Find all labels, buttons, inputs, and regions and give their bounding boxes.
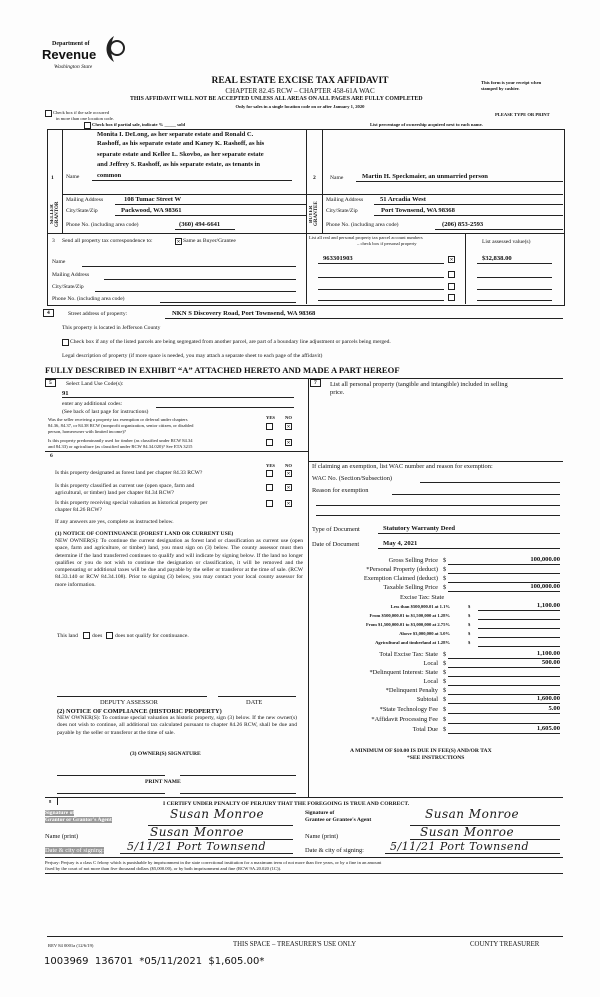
warning-line: THIS AFFIDAVIT WILL NOT BE ACCEPTED UNLESS ALL AREAS ON ALL PAGES ARE FULLY COMPLETED <box>130 96 423 102</box>
multi-location-checkbox[interactable] <box>45 110 52 117</box>
q-exempt-1: Was the seller receiving a property tax exemption or deferral under chapters <box>48 417 188 422</box>
county-line: This property is located in Jefferson County <box>62 325 161 331</box>
partial-sale-checkbox[interactable] <box>84 122 91 129</box>
personal-property-checkbox[interactable] <box>448 283 455 290</box>
notice2-title: (2) NOTICE OF COMPLIANCE (HISTORIC PROPERTY) <box>57 708 222 715</box>
parcel-assessed-value[interactable]: $32,838.00 <box>482 255 512 262</box>
currency-symbol: $ <box>443 557 447 564</box>
tax-row-line <box>448 676 560 677</box>
q-forest: Is this property designated as forest land per chapter 84.33 RCW? <box>55 470 203 476</box>
receipt-note-1: This form is your receipt when <box>481 80 542 85</box>
q-forest-no-checkbox[interactable] <box>285 470 292 477</box>
receipt-stamp: 1003969 136701 *05/11/2021 $1,605.00* <box>44 956 265 967</box>
currency-symbol: $ <box>443 687 447 694</box>
deputy-assessor-signature-line[interactable] <box>57 696 207 697</box>
tax-rate-value[interactable]: 1,100.00 <box>536 602 560 609</box>
corr-phone-field[interactable] <box>160 302 296 303</box>
q-current-no-checkbox[interactable] <box>285 484 292 491</box>
deputy-assessor-label: DEPUTY ASSESSOR <box>100 699 158 706</box>
grantor-name-label: Name (print) <box>45 833 79 840</box>
tax-rate-label: Agricultural and timberland at 1.28% <box>375 640 450 645</box>
certify-section-number: 8 <box>49 799 52 804</box>
exemption-label: If claiming an exemption, list WAC number and reason for exemption: <box>312 463 493 470</box>
tax-row-line <box>448 667 560 668</box>
owner-signature-line[interactable] <box>180 775 296 776</box>
corr-city-label: City/State/Zip <box>52 284 84 290</box>
q-exempt-no-checkbox[interactable] <box>285 423 292 430</box>
seller-name-line-2: Rashoff, as his separate estate and Kaney K. Rashoff, as his <box>97 140 265 147</box>
doc-date-label: Date of Document <box>312 541 360 548</box>
date-label: DATE <box>246 699 263 706</box>
corr-name-field[interactable] <box>82 266 296 267</box>
section7-number: 7 <box>310 379 321 387</box>
currency-symbol: $ <box>443 726 447 733</box>
grantor-date-city[interactable]: 5/11/21 Port Townsend <box>127 840 267 853</box>
assessed-value-header: List assessed value(s) <box>482 239 531 245</box>
tax-row-line <box>448 723 560 724</box>
street-label: Street address of property: <box>68 311 128 317</box>
reason-field[interactable] <box>392 494 560 495</box>
tax-row-value[interactable]: 100,000.00 <box>530 556 560 563</box>
section6-number: 6 <box>50 453 53 459</box>
seller-side-label: SELLER GRANTOR <box>50 201 60 227</box>
receipt-note-2: stamped by cashier. <box>481 86 520 91</box>
grantor-name[interactable]: Susan Monroe <box>150 825 245 839</box>
currency-symbol: $ <box>443 651 447 658</box>
buyer-mailing-label: Mailing Address <box>326 197 364 203</box>
q-timber-yes-checkbox[interactable] <box>266 439 273 446</box>
logo-line-2: Revenue <box>42 47 97 62</box>
buyer-name[interactable]: Martin H. Speckmaier, an unmarried person <box>362 173 488 180</box>
currency-symbol: $ <box>468 613 471 618</box>
tax-row-value[interactable]: 1,100.00 <box>536 650 560 657</box>
q-timber-no-checkbox[interactable] <box>285 439 292 446</box>
notice1-body: NEW OWNER(S): To continue the current designation as forest land or classification as current use (open space, farm and agriculture, or timber) land, you must sign on (3) below. The county assessor must then determine if the land transferred continues to qualify and will indicate by signing below. If the land no longer qualifies or you do not wish to continue the designation or classification, it will be removed and the compensating or additional taxes will be due and payable by the seller or transferor at the time of sale. (RCW 84.33.140 or RCW 84.34.108). Prior to signing (3) below, you may contact your local county assessor for more information. <box>55 538 303 588</box>
seller-name-label: Name <box>66 174 80 180</box>
notice2-body: NEW OWNER(S): To continue special valuation as historic property, sign (3) below. If the new owner(s) does not wish to continue, all additional tax calculated pursuant to chapter 84.26 RCW, shall be due and payable by the seller or transferor at the time of sale. <box>57 715 297 736</box>
tax-row-line <box>448 591 560 592</box>
currency-symbol: $ <box>443 678 447 685</box>
seller-name-line-3: separate estate and Kellee L. Skovbo, as her separate estate <box>97 151 264 158</box>
tax-rate-line <box>478 637 560 638</box>
tax-row-line <box>448 733 560 734</box>
q-forest-yes-checkbox[interactable] <box>266 470 273 477</box>
wac-field[interactable] <box>420 482 560 483</box>
form-title: REAL ESTATE EXCISE TAX AFFIDAVIT <box>211 76 389 86</box>
tax-row-label: *Affidavit Processing Fee <box>371 716 438 723</box>
q-exempt-yes-checkbox[interactable] <box>266 423 273 430</box>
buyer-city-label: City/State/Zip <box>326 208 358 214</box>
tax-row-label: *Delinquent Interest: State <box>369 669 438 676</box>
grantee-signature[interactable]: Susan Monroe <box>425 807 520 821</box>
land-use-label: Select Land Use Code(s): <box>66 381 124 387</box>
buyer-mailing[interactable]: 51 Arcadia West <box>380 196 426 203</box>
same-as-buyer-checkbox[interactable] <box>175 238 182 245</box>
qualify-does-not-checkbox[interactable] <box>106 632 113 639</box>
corr-city-field[interactable] <box>95 291 296 292</box>
tax-row-value[interactable]: 100,000.00 <box>530 583 560 590</box>
correspondence-section-number: 3 <box>52 238 55 244</box>
same-as-buyer-label: Same as Buyer/Grantee <box>183 238 236 244</box>
print-name-line[interactable] <box>180 793 296 794</box>
tax-rate-line <box>478 628 560 629</box>
seller-mailing[interactable]: 108 Tumac Street W <box>124 196 182 203</box>
currency-symbol: $ <box>468 604 471 609</box>
excise-header: Excise Tax: State <box>400 594 445 601</box>
yes-header-6: YES <box>266 463 275 468</box>
buyer-phone-label: Phone No. (including area code) <box>326 222 399 228</box>
additional-codes-label: enter any additional codes: <box>62 401 123 407</box>
currency-symbol: $ <box>443 566 447 573</box>
currency-symbol: $ <box>443 575 447 582</box>
only-for-line: Only for sales in a single location code on or after January 1, 2020 <box>235 104 365 109</box>
parcel-number[interactable]: 963301903 <box>323 255 353 262</box>
personal-property-checkbox[interactable] <box>448 256 455 263</box>
seller-phone[interactable]: (360) 494-6641 <box>179 221 221 228</box>
assessor-date-line[interactable] <box>218 696 296 697</box>
personal-property-checkbox[interactable] <box>448 294 455 301</box>
tax-row-line <box>448 573 560 574</box>
tax-row-label: Total Excise Tax: State <box>379 651 438 658</box>
logo-emblem-icon <box>102 34 126 64</box>
tax-row-line <box>448 703 560 704</box>
tax-row-value[interactable]: 500.00 <box>541 659 560 666</box>
q-current-2: agricultural, or timber) land per chapter 84.34 RCW? <box>55 490 175 496</box>
tax-row-label: Taxable Selling Price <box>383 584 438 591</box>
buyer-section-number: 2 <box>313 175 316 181</box>
land-use-section-number: 5 <box>45 379 56 387</box>
currency-symbol: $ <box>443 716 447 723</box>
logo-line-1: Department of <box>52 41 90 47</box>
tax-rate-line <box>478 619 560 620</box>
parcel-header-1: List all real and personal property tax parcel account numbers <box>309 235 423 240</box>
grantee-date-label: Date & city of signing: <box>305 847 364 854</box>
grantee-sig-label-1: Signature of <box>305 810 335 816</box>
legal-description: FULLY DESCRIBED IN EXHIBIT “A” ATTACHED HERETO AND MADE A PART HEREOF <box>45 365 400 375</box>
tax-row-value[interactable]: 5.00 <box>548 705 560 712</box>
tax-row-label: Local <box>423 678 438 685</box>
currency-symbol: $ <box>443 584 447 591</box>
grantee-name[interactable]: Susan Monroe <box>420 825 515 839</box>
parcel-header-2: – check box if personal property <box>357 241 417 246</box>
segregated-checkbox[interactable] <box>62 339 69 346</box>
tax-row-label: Exemption Claimed (deduct) <box>363 575 438 582</box>
yes-header: YES <box>266 415 275 420</box>
tax-rate-label: From $1,500,000.01 to $3,000,000 at 2.75% <box>366 622 450 627</box>
tax-rate-line <box>478 646 560 647</box>
buyer-side-label: BUYER GRANTEE <box>309 201 319 227</box>
reason-label: Reason for exemption <box>312 487 369 494</box>
currency-symbol: $ <box>443 706 447 713</box>
corr-name-label: Name <box>52 259 66 265</box>
q-historic-2: chapter 84.26 RCW? <box>55 507 103 513</box>
legal-description-label: Legal description of property (if more space is needed, you may attach a separate sheet to each page of the affidavit) <box>62 353 323 359</box>
tax-row-line <box>448 564 560 565</box>
tax-rate-label: Less than $500,000.01 at 1.1% <box>390 604 450 609</box>
q-historic-1: Is this property receiving special valuation as historical property per <box>55 500 208 506</box>
tax-rate-label: Above $3,000,000 at 3.0% <box>399 631 450 636</box>
if-yes-note: If any answers are yes, complete as instructed below. <box>55 519 174 525</box>
buyer-city[interactable]: Port Townsend, WA 98368 <box>381 207 455 214</box>
print-name-label: PRINT NAME <box>145 779 181 785</box>
corr-mailing-label: Mailing Address <box>52 272 90 278</box>
q-timber-2: and 84.33) or agriculture (as classified under RCW 84.34.020)? See ETA 3215 <box>48 444 193 449</box>
tax-row-label: *Delinquent Penalty <box>385 687 438 694</box>
please-type-label: PLEASE TYPE OR PRINT <box>495 112 550 117</box>
tax-row-label: *Personal Property (deduct) <box>366 566 438 573</box>
seller-city[interactable]: Packwood, WA 98361 <box>121 207 182 214</box>
tax-row-line <box>448 713 560 714</box>
treasurer-use-label: THIS SPACE – TREASURER'S USE ONLY <box>233 941 357 948</box>
grantor-date-label: Date & city of signing: <box>45 847 104 854</box>
qualify-does-checkbox[interactable] <box>83 632 90 639</box>
doc-type[interactable]: Statutory Warranty Deed <box>383 525 456 532</box>
section7-label-1: List all personal property (tangible and intangible) included in selling <box>330 381 508 388</box>
seller-phone-label: Phone No. (including area code) <box>66 222 139 228</box>
tax-row-label: *State Technology Fee <box>379 706 438 713</box>
perjury-note-1: Perjury: Perjury is a class C felony which is punishable by imprisonment in the state correctional institution for a maximum term of not more than five years, or by a fine in an amount <box>45 860 382 865</box>
currency-symbol: $ <box>468 622 471 627</box>
currency-symbol: $ <box>443 669 447 676</box>
chapter-line: CHAPTER 82.45 RCW – CHAPTER 458-61A WAC <box>225 87 375 95</box>
perjury-note-2: fixed by the court of not more than five thousand dollars ($5,000.00), or by both imprisonment and fine (RCW 9A.20.020 (1C)). <box>45 866 282 871</box>
tax-row-label: Gross Selling Price <box>388 557 438 564</box>
form-id: REV 84 0001a (12/6/19) <box>48 943 94 948</box>
grantee-sig-label-2: Grantee or Grantee's Agent <box>305 817 372 823</box>
owner-signature-label: (3) OWNER(S) SIGNATURE <box>130 751 201 757</box>
corr-phone-label: Phone No. (including area code) <box>52 296 125 302</box>
tax-row-line <box>448 685 560 686</box>
buyer-name-label: Name <box>330 175 344 181</box>
q-exempt-3: person, homeowner with limited income)? <box>48 429 126 434</box>
additional-codes-field[interactable] <box>156 407 294 408</box>
q-current-1: Is this property classified as current use (open space, farm and <box>55 483 195 489</box>
grantor-sig-label-2: Grantor or Grantor's Agent <box>45 817 112 823</box>
buyer-phone[interactable]: (206) 853-2593 <box>442 221 484 228</box>
instructions-note: (See back of last page for instructions) <box>62 409 149 415</box>
multi-location-label-1: Check box if the sale occurred <box>53 110 109 115</box>
no-header: NO <box>285 415 292 420</box>
tax-rate-line <box>478 610 560 611</box>
certify-statement: I CERTIFY UNDER PENALTY OF PERJURY THAT THE FOREGOING IS TRUE AND CORRECT. <box>163 801 410 807</box>
property-street[interactable]: NKN S Discovery Road, Port Townsend, WA 98368 <box>172 310 316 317</box>
property-section-number: 4 <box>43 309 54 317</box>
currency-symbol: $ <box>468 631 471 636</box>
print-name-line[interactable] <box>57 793 165 794</box>
logo-line-3: Washington State <box>54 64 93 70</box>
q-exempt-2: 84.36, 84.37, or 84.38 RCW (nonprofit organization, senior citizen, or disabled <box>48 423 194 428</box>
qualify-label-3: does not qualify for continuance. <box>115 633 189 639</box>
grantee-name-label: Name (print) <box>305 833 339 840</box>
personal-property-checkbox[interactable] <box>448 271 455 278</box>
q-current-yes-checkbox[interactable] <box>266 484 273 491</box>
seller-city-label: City/State/Zip <box>66 208 98 214</box>
q-historic-yes-checkbox[interactable] <box>266 500 273 507</box>
tax-row-label: Local <box>423 660 438 667</box>
no-header-6: NO <box>285 463 292 468</box>
seller-name-line-4: and Jeffrey S. Rashoff, as his separate estate, as tenants in <box>97 161 261 168</box>
minimum-note: A MINIMUM OF $10.00 IS DUE IN FEE(S) AND/OR TAX <box>350 748 492 754</box>
grantor-signature[interactable]: Susan Monroe <box>170 807 265 821</box>
correspondence-label: Send all property tax correspondence to: <box>62 238 153 244</box>
seller-section-number: 1 <box>51 175 54 181</box>
doc-type-label: Type of Document <box>312 526 360 533</box>
segregated-label: Check box if any of the listed parcels are being segregated from another parcel, are part of a boundary line adjustment or parcels being merged. <box>70 339 391 345</box>
seller-name-line-1: Monita I. DeLong, as her separate estate and Ronald C. <box>97 131 254 138</box>
see-instructions-note: *SEE INSTRUCTIONS <box>407 755 465 761</box>
grantee-date-city[interactable]: 5/11/21 Port Townsend <box>390 840 530 853</box>
seller-name-last[interactable]: common <box>97 172 122 179</box>
grantor-sig-label-1: Signature of <box>45 810 75 816</box>
dor-logo <box>40 34 135 79</box>
list-percentage-label: List percentage of ownership acquired next to each name. <box>370 122 483 127</box>
partial-sale-label: Check box if partial sale, indicate % _____ sold <box>92 122 186 127</box>
land-use-code[interactable]: 91 <box>62 390 69 397</box>
doc-date[interactable]: May 4, 2021 <box>383 540 418 547</box>
qualify-label-2: does <box>92 633 103 639</box>
multi-location-label-2: in more than one location code. <box>56 116 114 121</box>
county-treasurer-label: COUNTY TREASURER <box>470 941 540 948</box>
tax-row-label: Subtotal <box>416 696 438 703</box>
q-timber-1: Is this property predominantly used for timber (as classified under RCW 84.34 <box>48 438 193 443</box>
owner-signature-line[interactable] <box>57 775 165 776</box>
qualify-label-1: This land <box>57 633 78 639</box>
tax-row-label: Total Due <box>412 726 438 733</box>
seller-mailing-label: Mailing Address <box>66 197 104 203</box>
currency-symbol: $ <box>443 696 447 703</box>
notice1-title: (1) NOTICE OF CONTINUANCE (FOREST LAND OR CURRENT USE) <box>55 531 234 537</box>
currency-symbol: $ <box>443 660 447 667</box>
wac-label: WAC No. (Section/Subsection) <box>312 475 393 482</box>
tax-row-value[interactable]: 1,600.00 <box>536 695 560 702</box>
currency-symbol: $ <box>468 640 471 645</box>
corr-mailing-field[interactable] <box>104 279 296 280</box>
q-historic-no-checkbox[interactable] <box>285 500 292 507</box>
section7-label-2: price. <box>330 389 345 396</box>
tax-rate-label: From $500,000.01 to $1,500,000 at 1.28% <box>369 613 450 618</box>
tax-row-value[interactable]: 1,605.00 <box>536 725 560 732</box>
